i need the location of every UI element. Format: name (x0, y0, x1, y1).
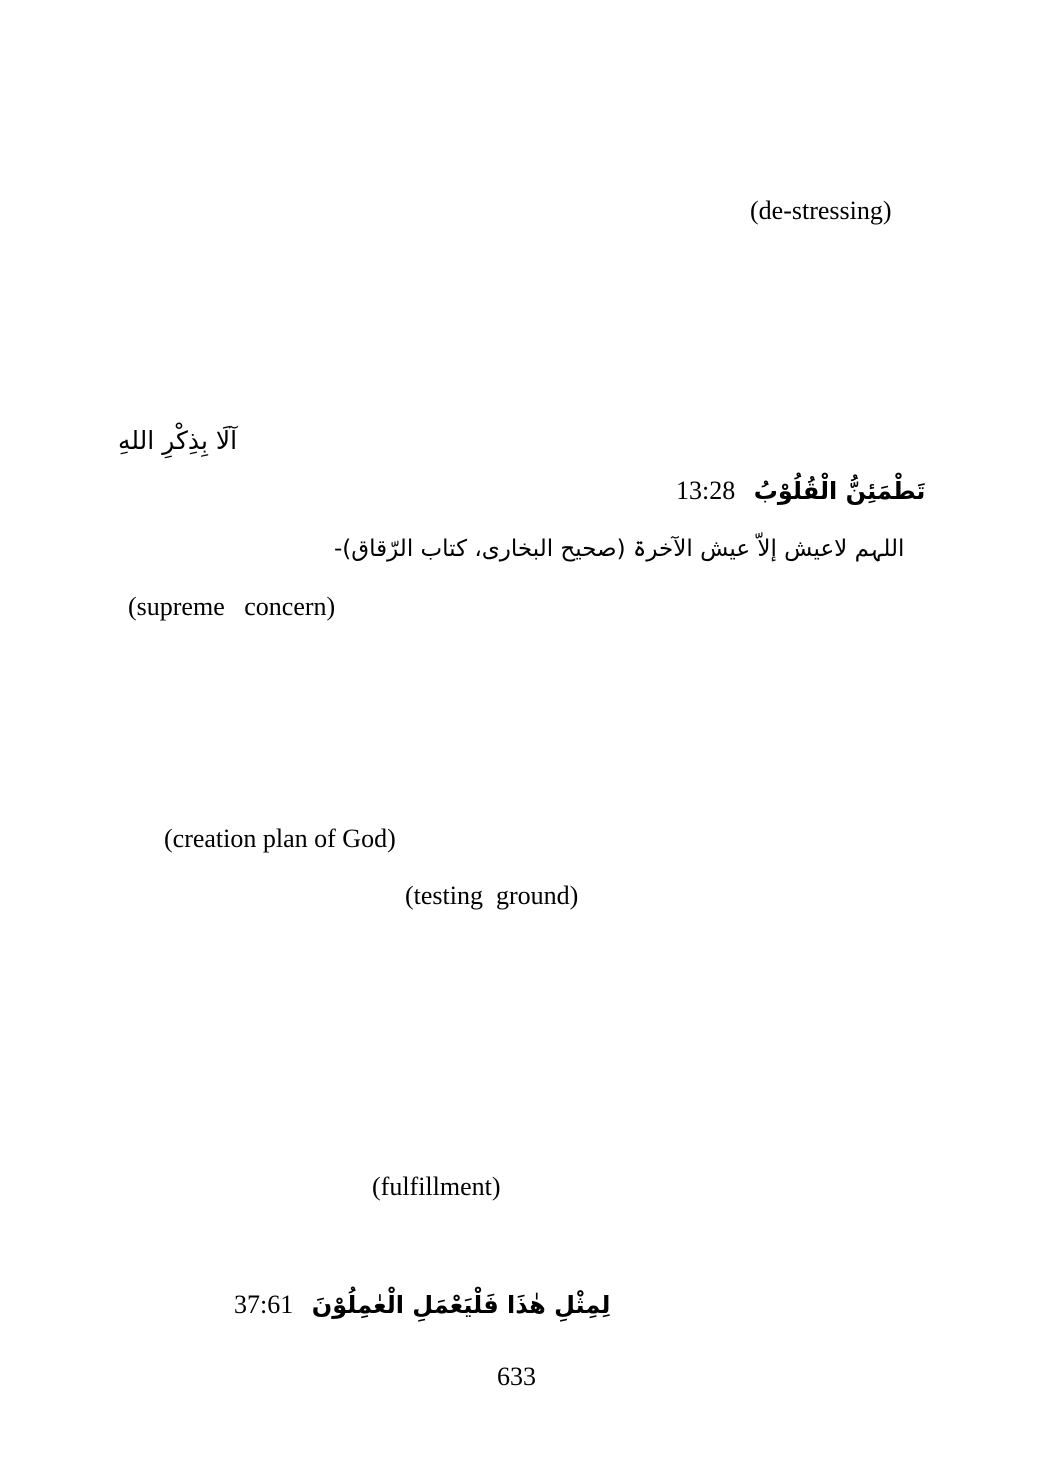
verse-with-reference-2 (234, 1292, 610, 1318)
english-term-testing-ground: (testing ground) (405, 881, 579, 910)
page-number: 633 (497, 1362, 536, 1391)
english-term-supreme-concern: (supreme concern) (128, 592, 336, 621)
hadith-line: اللہم لاعیش إلاّ عیش الآخرۃ (صحیح البخاری، کتاب الرّقاق)- (334, 536, 905, 562)
english-term-fulfillment: (fulfillment) (372, 1172, 501, 1201)
arabic-verse-2: لِمِثْلِ هٰذَا فَلْيَعْمَلِ الْعٰمِلُوْنَ (311, 1291, 611, 1319)
verse-reference-2: 37:61 (234, 1290, 294, 1319)
arabic-verse: تَطْمَئِنُّ الْقُلُوْبُ (753, 477, 926, 505)
english-term-de-stressing: (de-stressing) (750, 196, 892, 225)
verse-with-reference (676, 478, 925, 504)
arabic-verse-fragment: آلَا بِذِكْرِ اللهِ (118, 426, 238, 455)
verse-reference: 13:28 (676, 476, 736, 505)
english-term-creation-plan: (creation plan of God) (164, 824, 396, 853)
